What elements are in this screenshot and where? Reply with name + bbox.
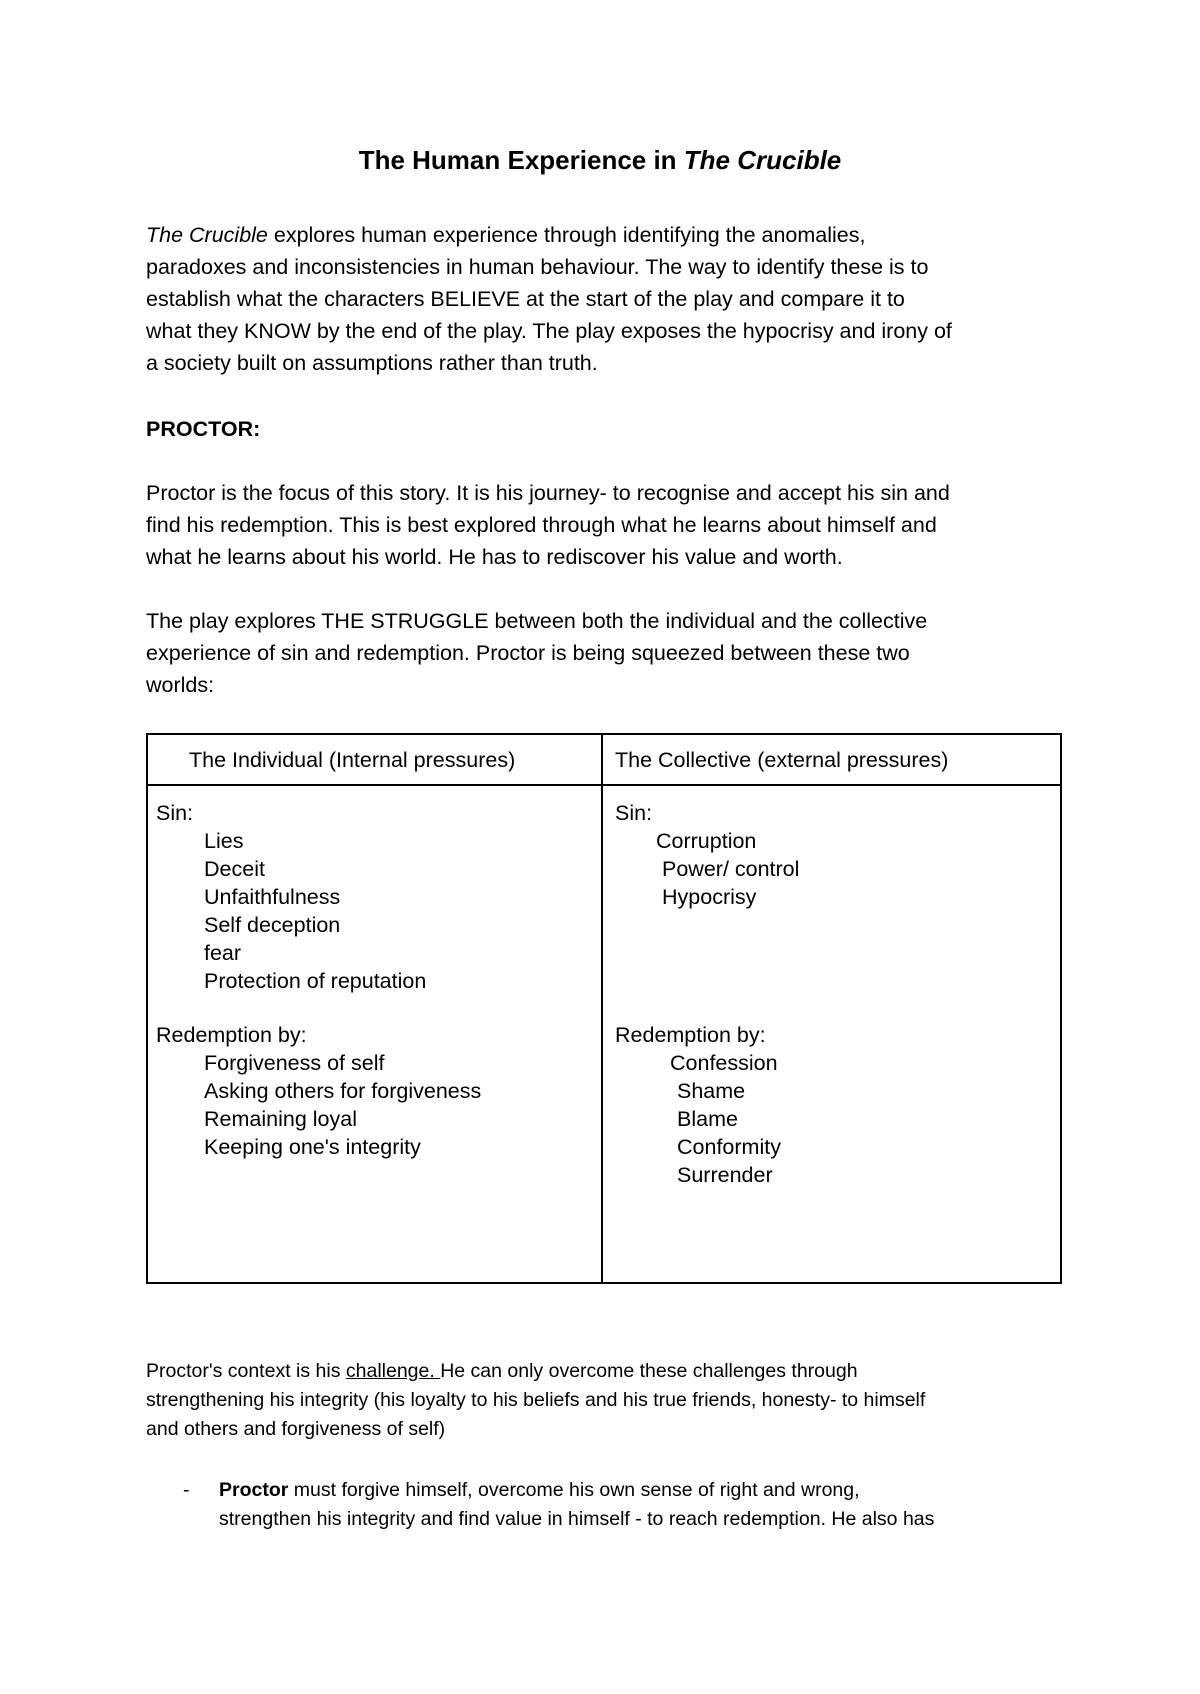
list-item: Self deception xyxy=(204,913,341,937)
collective-sin-label: Sin: xyxy=(615,801,653,825)
table-column-divider xyxy=(601,733,603,1284)
list-item: Asking others for forgiveness xyxy=(204,1079,482,1103)
proctor-paragraph: Proctor is the focus of this story. It is his journey- to recognise and accept his sin and find his redemption. This is best explored through what he learns about himself and what he learns about his world. He has to rediscover his value and worth. xyxy=(146,481,950,569)
list-item: Confession xyxy=(670,1051,778,1075)
individual-redemption-label: Redemption by: xyxy=(156,1023,307,1047)
table-header-divider xyxy=(146,784,1062,786)
intro-paragraph: The Crucible explores human experience through identifying the anomalies, paradoxes and inconsistencies in human behaviour. The way to identify these is to establish what the characters BELIEVE at the start of the play and compare it to what they KNOW by the end of the play. The play exposes the hypocrisy and irony of a society built on assumptions rather than truth. xyxy=(146,223,952,375)
table-border xyxy=(146,733,1062,1284)
list-item: Hypocrisy xyxy=(662,885,757,909)
list-item: Conformity xyxy=(677,1135,781,1159)
list-item: Blame xyxy=(677,1107,738,1131)
list-item: Remaining loyal xyxy=(204,1107,357,1131)
individual-sin-label: Sin: xyxy=(156,801,194,825)
individual-redemption-list xyxy=(204,1049,481,1161)
list-item: Deceit xyxy=(204,857,265,881)
bullet-marker: - xyxy=(183,1479,190,1501)
list-item: Lies xyxy=(204,829,244,853)
collective-sin-list xyxy=(656,827,799,911)
list-item: Protection of reputation xyxy=(204,969,427,993)
list-item: Keeping one's integrity xyxy=(204,1135,421,1159)
list-item: Power/ control xyxy=(662,857,800,881)
list-item: Shame xyxy=(677,1079,746,1103)
list-item: Surrender xyxy=(677,1163,773,1187)
individual-column-header: The Individual (Internal pressures) xyxy=(189,748,516,772)
list-item: Unfaithfulness xyxy=(204,885,341,909)
collective-redemption-list xyxy=(670,1049,781,1189)
bullet-paragraph: Proctor must forgive himself, overcome his own sense of right and wrong, strengthen his integrity and find value in himself - to reach redemption. He also has xyxy=(219,1479,935,1530)
pressures-table xyxy=(146,733,1062,1284)
collective-redemption-label: Redemption by: xyxy=(615,1023,766,1047)
list-item: Corruption xyxy=(656,829,757,853)
context-paragraph: Proctor's context is his challenge. He can only overcome these challenges through strengthening his integrity (his loyalty to his beliefs and his true friends, honesty- to himself and others and forgiveness of self) xyxy=(146,1360,926,1440)
collective-column-header: The Collective (external pressures) xyxy=(615,748,949,772)
proctor-heading: PROCTOR: xyxy=(146,417,261,441)
struggle-paragraph: The play explores THE STRUGGLE between both the individual and the collective experience of sin and redemption. Proctor is being squeezed between these two worlds: xyxy=(146,609,928,697)
list-item: Forgiveness of self xyxy=(204,1051,385,1075)
page-title: The Human Experience in The Crucible xyxy=(358,145,842,175)
list-item: fear xyxy=(204,941,242,965)
individual-sin-list xyxy=(204,827,426,995)
